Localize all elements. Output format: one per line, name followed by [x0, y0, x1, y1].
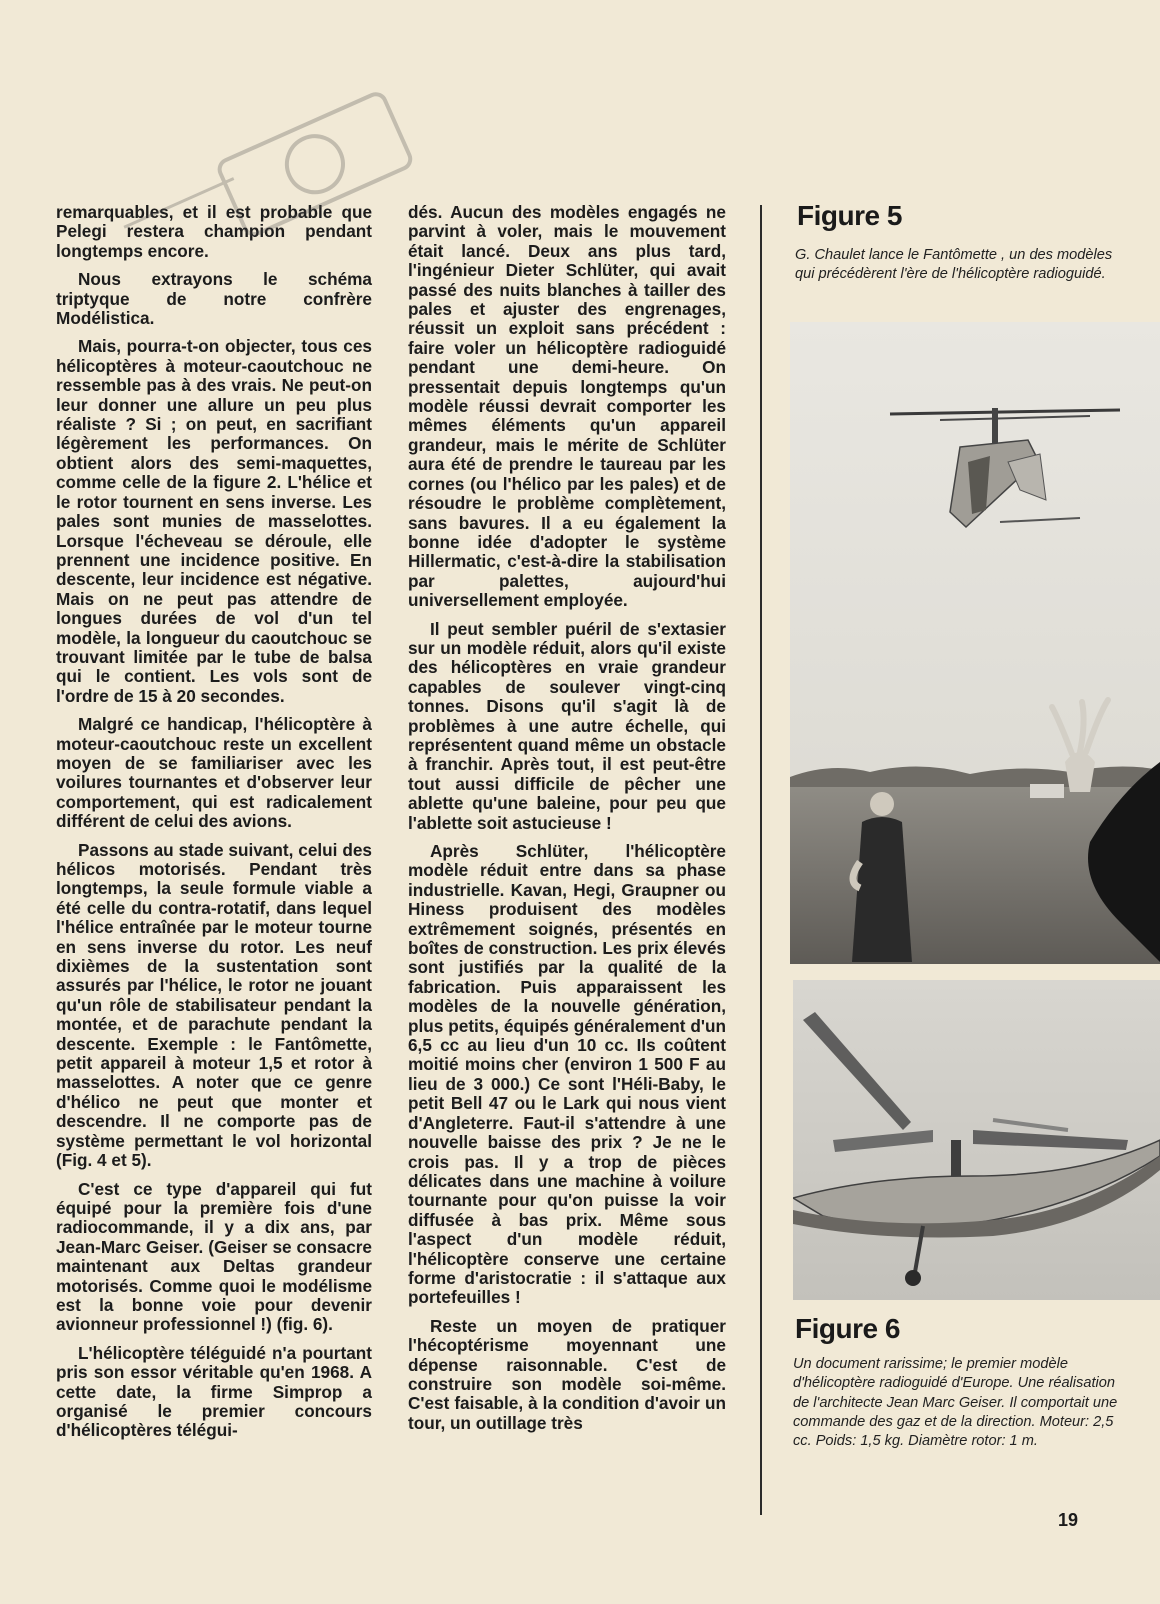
- paragraph: Malgré ce handicap, l'hélicoptère à moteur-caoutchouc reste un excellent moyen de se familiariser avec les voilures tournantes et d'observer leur comportement, qui est radicalement différent de celui des avions.: [56, 714, 372, 832]
- figure-5-title: Figure 5: [797, 200, 902, 231]
- paragraph: Passons au stade suivant, celui des hélicos motorisés. Pendant très longtemps, la seule formule viable a été celle du contra-rotatif, dans lequel l'hélice entraînée par le moteur tourne en sens inverse du rotor. Les neuf dixièmes de la sustentation sont assurés par l'hélice, le rotor ne jouant qu'un rôle de stabilisateur pendant la montée, et de parachute pendant la descente. Exemple : le Fantômette, petit appareil à moteur 1,5 et rotor à masselottes. A noter que ce genre d'hélico ne peut que monter et descendre. Il ne comporte pas de système permettant le vol horizontal (Fig. 4 et 5).: [56, 839, 372, 1171]
- figure-6-title: Figure 6: [795, 1313, 900, 1344]
- paragraph: Nous extrayons le schéma triptyque de notre confrère Modélistica.: [56, 269, 372, 329]
- paragraph: Après Schlüter, l'hélicoptère modèle réduit entre dans sa phase industrielle. Kavan, Hegi, Graupner ou Hiness produisent des modèles extrêmement soignés, présentés en boîtes de construction. Les prix élevés sont justifiés par la qualité de la fabrication. Puis apparaissent les modèles de la nouvelle génération, plus petits, équipés généralement d'un 6,5 cc au lieu d'un 10 cc. Ils coûtent moitié moins cher (environ 1 500 F au lieu de 3 000.) Ce sont l'Héli-Baby, le petit Bell 47 ou le Lark qui nous vient d'Angleterre. Faut-il s'attendre à une nouvelle baisse des prix ? Je ne le crois pas. Il y a trop de pièces délicates dans une machine à voilure tournante pour qu'on puisse la voir diffusée à bas prix. Même sous l'aspect d'un modèle réduit, l'hélicoptère conserve une certaine forme d'aristocratie : il s'attaque aux portefeuilles !: [408, 841, 726, 1308]
- paragraph: Il peut sembler puéril de s'extasier sur un modèle réduit, alors qu'il existe des hélicoptères en vraie grandeur capables de soulever vingt-cinq tonnes. Disons qu'il s'agit là de problèmes à une autre échelle, qui représentent quand même un obstacle à franchir. Après tout, il est peut-être tout aussi difficile de pêcher une ablette qu'une baleine, pour peu que l'ablette soit astucieuse !: [408, 618, 726, 833]
- figure-6-caption: Un document rarissime; le premier modèle d'hélicoptère radioguidé d'Europe. Une réalisation de l'architecte Jean Marc Geiser. Il comportait une commande des gaz et de la direction. Moteur: 2,5 cc. Poids: 1,5 kg. Diamètre rotor: 1 m.: [793, 1356, 1118, 1450]
- paragraph: Mais, pourra-t-on objecter, tous ces hélicoptères à moteur-caoutchouc ne ressemble pas à des vrais. Ne peut-on leur donner une allure un peu plus réaliste ? Si ; on peut, en sacrifiant légèrement les performances. On obtient alors des semi-maquettes, comme celle de la figure 2. L'hélice et le rotor tournent en sens inverse. Les pales sont munies de masselottes. Lorsque l'écheveau se déroule, elle prennent une incidence positive. En descente, leur incidence est négative. Mais on ne peut pas attendre de longues durées de vol d'un tel modèle, la longueur du caoutchouc se trouvant limitée par le tube de balsa qui le contient. Les vols sont de l'ordre de 15 à 20 secondes.: [56, 336, 372, 706]
- figure-5-caption: G. Chaulet lance le Fantômette , un des modèles qui précédèrent l'ère de l'hélicoptère radioguidé.: [795, 247, 1113, 283]
- article-column-2: [408, 203, 726, 1442]
- paragraph: dés. Aucun des modèles engagés ne parvint à voler, mais le mouvement était lancé. Deux ans plus tard, l'ingénieur Dieter Schlüter, qui avait passé des nuits blanches à tailler des pales et ajuster des engrenages, réussit un exploit sans précédent : faire voler un hélicoptère radioguidé pendant une demi-heure. On pressentait depuis longtemps qu'un modèle réussi devrait comporter les mêmes éléments qu'un appareil grandeur, mais le mérite de Schlüter aura été de prendre le taureau par les cornes (ou l'hélico par les pales) et de résoudre le problème complètement, sans bavures. Il a eu également la bonne idée d'adopter le système Hillermatic, c'est-à-dire la stabilisation par palettes, aujourd'hui universellement employée.: [408, 202, 726, 611]
- page-number: 19: [1058, 1510, 1079, 1530]
- paragraph: C'est ce type d'appareil qui fut équipé pour la première fois d'une radiocommande, il y a dix ans, par Jean-Marc Geiser. (Geiser se consacre maintenant aux Deltas grandeur motorisés. Comme quoi le modélisme est la bonne voie pour devenir avionneur professionnel !) (fig. 6).: [56, 1178, 372, 1335]
- figure-5-photo: [790, 322, 1160, 964]
- paragraph: Reste un moyen de pratiquer l'hécoptérisme moyennant une dépense raisonnable. C'est de construire son modèle soi-même. C'est faisable, à la condition d'avoir un tour, un outillage très: [408, 1315, 726, 1433]
- column-divider: [760, 205, 762, 1515]
- article-column-1: [56, 203, 372, 1450]
- figure-6-photo: [793, 980, 1160, 1300]
- paragraph: remarquables, et il est probable que Pelegi restera champion pendant longtemps encore.: [56, 202, 372, 261]
- paragraph: L'hélicoptère téléguidé n'a pourtant pris son essor véritable qu'en 1968. A cette date, la firme Simprop a organisé le premier concours d'hélicoptères télégui-: [56, 1342, 372, 1441]
- helicopter-launch-photo: [790, 322, 1160, 964]
- radio-helicopter-photo: [793, 980, 1160, 1300]
